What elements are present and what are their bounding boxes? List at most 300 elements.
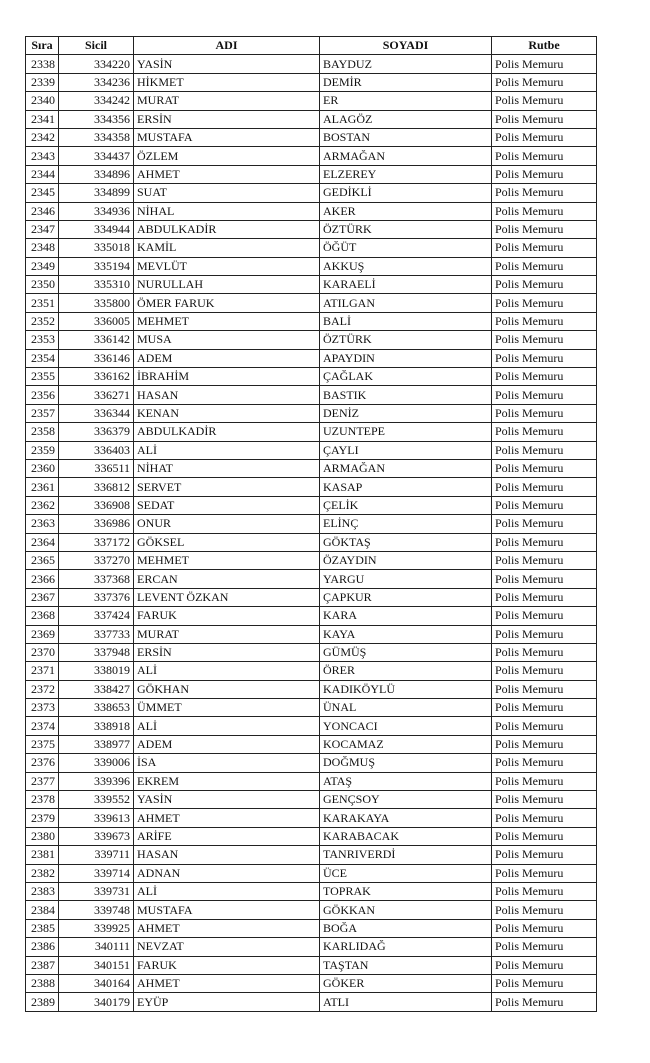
adi-cell: FARUK bbox=[134, 607, 320, 625]
soyadi-cell: ARMAĞAN bbox=[320, 147, 492, 165]
soyadi-cell: TAŞTAN bbox=[320, 956, 492, 974]
adi-cell: KENAN bbox=[134, 404, 320, 422]
soyadi-cell: KARLIDAĞ bbox=[320, 938, 492, 956]
adi-cell: EYÜP bbox=[134, 993, 320, 1011]
table-row bbox=[26, 184, 597, 202]
soyadi-cell: AKER bbox=[320, 202, 492, 220]
sira-cell: 2366 bbox=[26, 570, 59, 588]
soyadi-cell: ER bbox=[320, 92, 492, 110]
sicil-cell: 336986 bbox=[59, 515, 134, 533]
table-row bbox=[26, 791, 597, 809]
rutbe-cell: Polis Memuru bbox=[492, 772, 597, 790]
adi-cell: MUSA bbox=[134, 331, 320, 349]
sicil-cell: 339006 bbox=[59, 754, 134, 772]
adi-cell: İSA bbox=[134, 754, 320, 772]
adi-cell: FARUK bbox=[134, 956, 320, 974]
soyadi-cell: YONCACI bbox=[320, 717, 492, 735]
soyadi-cell: BAYDUZ bbox=[320, 55, 492, 73]
rutbe-cell: Polis Memuru bbox=[492, 423, 597, 441]
sira-cell: 2347 bbox=[26, 220, 59, 238]
rutbe-cell: Polis Memuru bbox=[492, 827, 597, 845]
adi-cell: GÖKHAN bbox=[134, 680, 320, 698]
sicil-cell: 337376 bbox=[59, 588, 134, 606]
sicil-cell: 339748 bbox=[59, 901, 134, 919]
sicil-cell: 339711 bbox=[59, 846, 134, 864]
sicil-cell: 335310 bbox=[59, 276, 134, 294]
soyadi-cell: TOPRAK bbox=[320, 882, 492, 900]
table-body bbox=[26, 55, 597, 1011]
sira-cell: 2362 bbox=[26, 496, 59, 514]
adi-cell: MEHMET bbox=[134, 312, 320, 330]
sicil-cell: 340164 bbox=[59, 974, 134, 992]
table-row bbox=[26, 257, 597, 275]
sicil-cell: 337368 bbox=[59, 570, 134, 588]
adi-cell: YASİN bbox=[134, 55, 320, 73]
rutbe-cell: Polis Memuru bbox=[492, 386, 597, 404]
sira-cell: 2376 bbox=[26, 754, 59, 772]
rutbe-cell: Polis Memuru bbox=[492, 846, 597, 864]
adi-cell: ERSİN bbox=[134, 110, 320, 128]
sicil-cell: 338653 bbox=[59, 699, 134, 717]
table-row bbox=[26, 827, 597, 845]
sicil-cell: 335800 bbox=[59, 294, 134, 312]
sicil-cell: 339396 bbox=[59, 772, 134, 790]
soyadi-cell: DOĞMUŞ bbox=[320, 754, 492, 772]
sicil-cell: 334356 bbox=[59, 110, 134, 128]
sicil-cell: 336908 bbox=[59, 496, 134, 514]
table-row bbox=[26, 717, 597, 735]
rutbe-cell: Polis Memuru bbox=[492, 165, 597, 183]
sicil-cell: 338019 bbox=[59, 662, 134, 680]
rutbe-cell: Polis Memuru bbox=[492, 239, 597, 257]
adi-cell: AHMET bbox=[134, 165, 320, 183]
sicil-cell: 339673 bbox=[59, 827, 134, 845]
table-row bbox=[26, 386, 597, 404]
sira-cell: 2342 bbox=[26, 128, 59, 146]
sira-cell: 2344 bbox=[26, 165, 59, 183]
sicil-cell: 337733 bbox=[59, 625, 134, 643]
table-row bbox=[26, 938, 597, 956]
sicil-cell: 336511 bbox=[59, 459, 134, 477]
soyadi-cell: BALİ bbox=[320, 312, 492, 330]
sira-cell: 2350 bbox=[26, 276, 59, 294]
soyadi-cell: DEMİR bbox=[320, 73, 492, 91]
table-row bbox=[26, 533, 597, 551]
soyadi-cell: ÇELİK bbox=[320, 496, 492, 514]
sicil-cell: 338427 bbox=[59, 680, 134, 698]
sicil-cell: 340151 bbox=[59, 956, 134, 974]
table-row bbox=[26, 919, 597, 937]
adi-cell: KAMİL bbox=[134, 239, 320, 257]
sicil-cell: 336812 bbox=[59, 478, 134, 496]
sicil-cell: 334358 bbox=[59, 128, 134, 146]
table-row bbox=[26, 809, 597, 827]
sicil-cell: 337270 bbox=[59, 551, 134, 569]
table-row bbox=[26, 478, 597, 496]
adi-cell: NİHAT bbox=[134, 459, 320, 477]
soyadi-cell: ÖZAYDIN bbox=[320, 551, 492, 569]
sicil-cell: 334437 bbox=[59, 147, 134, 165]
sira-cell: 2368 bbox=[26, 607, 59, 625]
sicil-cell: 339731 bbox=[59, 882, 134, 900]
sira-cell: 2383 bbox=[26, 882, 59, 900]
adi-cell: ABDULKADİR bbox=[134, 423, 320, 441]
rutbe-cell: Polis Memuru bbox=[492, 882, 597, 900]
adi-cell: MURAT bbox=[134, 92, 320, 110]
table-row bbox=[26, 699, 597, 717]
adi-cell: AHMET bbox=[134, 809, 320, 827]
rutbe-cell: Polis Memuru bbox=[492, 699, 597, 717]
rutbe-cell: Polis Memuru bbox=[492, 368, 597, 386]
adi-cell: NEVZAT bbox=[134, 938, 320, 956]
sira-cell: 2379 bbox=[26, 809, 59, 827]
adi-cell: ERCAN bbox=[134, 570, 320, 588]
sira-cell: 2360 bbox=[26, 459, 59, 477]
sira-cell: 2384 bbox=[26, 901, 59, 919]
sira-cell: 2381 bbox=[26, 846, 59, 864]
sicil-cell: 336162 bbox=[59, 368, 134, 386]
adi-cell: HİKMET bbox=[134, 73, 320, 91]
sicil-cell: 336146 bbox=[59, 349, 134, 367]
sicil-cell: 339613 bbox=[59, 809, 134, 827]
sicil-cell: 336379 bbox=[59, 423, 134, 441]
sicil-cell: 334899 bbox=[59, 184, 134, 202]
table-row bbox=[26, 864, 597, 882]
sira-cell: 2367 bbox=[26, 588, 59, 606]
header-soyadi: SOYADI bbox=[320, 37, 492, 55]
sicil-cell: 340111 bbox=[59, 938, 134, 956]
adi-cell: SERVET bbox=[134, 478, 320, 496]
rutbe-cell: Polis Memuru bbox=[492, 735, 597, 753]
table-row bbox=[26, 607, 597, 625]
table-row bbox=[26, 220, 597, 238]
sira-cell: 2377 bbox=[26, 772, 59, 790]
adi-cell: ÖMER FARUK bbox=[134, 294, 320, 312]
table-row bbox=[26, 147, 597, 165]
table-row bbox=[26, 368, 597, 386]
table-row bbox=[26, 570, 597, 588]
table-row bbox=[26, 551, 597, 569]
soyadi-cell: ÇAPKUR bbox=[320, 588, 492, 606]
rutbe-cell: Polis Memuru bbox=[492, 993, 597, 1011]
table-row bbox=[26, 92, 597, 110]
sicil-cell: 339552 bbox=[59, 791, 134, 809]
sicil-cell: 340179 bbox=[59, 993, 134, 1011]
adi-cell: MUSTAFA bbox=[134, 128, 320, 146]
adi-cell: ALİ bbox=[134, 662, 320, 680]
sira-cell: 2356 bbox=[26, 386, 59, 404]
rutbe-cell: Polis Memuru bbox=[492, 312, 597, 330]
adi-cell: ALİ bbox=[134, 882, 320, 900]
adi-cell: ADEM bbox=[134, 735, 320, 753]
soyadi-cell: BOĞA bbox=[320, 919, 492, 937]
table-row bbox=[26, 515, 597, 533]
table-row bbox=[26, 423, 597, 441]
sira-cell: 2361 bbox=[26, 478, 59, 496]
soyadi-cell: ELİNÇ bbox=[320, 515, 492, 533]
rutbe-cell: Polis Memuru bbox=[492, 625, 597, 643]
sira-cell: 2374 bbox=[26, 717, 59, 735]
rutbe-cell: Polis Memuru bbox=[492, 901, 597, 919]
table-row bbox=[26, 643, 597, 661]
table-row bbox=[26, 754, 597, 772]
table-row bbox=[26, 128, 597, 146]
rutbe-cell: Polis Memuru bbox=[492, 717, 597, 735]
sicil-cell: 335194 bbox=[59, 257, 134, 275]
soyadi-cell: APAYDIN bbox=[320, 349, 492, 367]
rutbe-cell: Polis Memuru bbox=[492, 257, 597, 275]
sicil-cell: 336344 bbox=[59, 404, 134, 422]
rutbe-cell: Polis Memuru bbox=[492, 55, 597, 73]
table-row bbox=[26, 239, 597, 257]
soyadi-cell: ÇAĞLAK bbox=[320, 368, 492, 386]
soyadi-cell: YARGU bbox=[320, 570, 492, 588]
soyadi-cell: GÖKTAŞ bbox=[320, 533, 492, 551]
sira-cell: 2348 bbox=[26, 239, 59, 257]
table-row bbox=[26, 441, 597, 459]
sicil-cell: 336142 bbox=[59, 331, 134, 349]
sira-cell: 2380 bbox=[26, 827, 59, 845]
table-row bbox=[26, 956, 597, 974]
rutbe-cell: Polis Memuru bbox=[492, 754, 597, 772]
table-row bbox=[26, 276, 597, 294]
adi-cell: ABDULKADİR bbox=[134, 220, 320, 238]
adi-cell: GÖKSEL bbox=[134, 533, 320, 551]
table-row bbox=[26, 772, 597, 790]
table-row bbox=[26, 496, 597, 514]
sira-cell: 2365 bbox=[26, 551, 59, 569]
soyadi-cell: UZUNTEPE bbox=[320, 423, 492, 441]
adi-cell: ALİ bbox=[134, 441, 320, 459]
table-row bbox=[26, 625, 597, 643]
adi-cell: NURULLAH bbox=[134, 276, 320, 294]
sira-cell: 2378 bbox=[26, 791, 59, 809]
sira-cell: 2372 bbox=[26, 680, 59, 698]
rutbe-cell: Polis Memuru bbox=[492, 515, 597, 533]
sira-cell: 2338 bbox=[26, 55, 59, 73]
rutbe-cell: Polis Memuru bbox=[492, 92, 597, 110]
sicil-cell: 339925 bbox=[59, 919, 134, 937]
adi-cell: NİHAL bbox=[134, 202, 320, 220]
sicil-cell: 334896 bbox=[59, 165, 134, 183]
document-page bbox=[25, 36, 596, 1012]
rutbe-cell: Polis Memuru bbox=[492, 956, 597, 974]
adi-cell: EKREM bbox=[134, 772, 320, 790]
sira-cell: 2364 bbox=[26, 533, 59, 551]
sira-cell: 2354 bbox=[26, 349, 59, 367]
rutbe-cell: Polis Memuru bbox=[492, 588, 597, 606]
soyadi-cell: ATLI bbox=[320, 993, 492, 1011]
table-row bbox=[26, 459, 597, 477]
table-row bbox=[26, 662, 597, 680]
rutbe-cell: Polis Memuru bbox=[492, 864, 597, 882]
table-row bbox=[26, 846, 597, 864]
soyadi-cell: KASAP bbox=[320, 478, 492, 496]
sicil-cell: 336005 bbox=[59, 312, 134, 330]
soyadi-cell: GÖKER bbox=[320, 974, 492, 992]
adi-cell: MEHMET bbox=[134, 551, 320, 569]
rutbe-cell: Polis Memuru bbox=[492, 128, 597, 146]
table-row bbox=[26, 110, 597, 128]
rutbe-cell: Polis Memuru bbox=[492, 110, 597, 128]
sira-cell: 2357 bbox=[26, 404, 59, 422]
soyadi-cell: BASTIK bbox=[320, 386, 492, 404]
adi-cell: ADEM bbox=[134, 349, 320, 367]
sira-cell: 2343 bbox=[26, 147, 59, 165]
sira-cell: 2358 bbox=[26, 423, 59, 441]
rutbe-cell: Polis Memuru bbox=[492, 73, 597, 91]
sira-cell: 2355 bbox=[26, 368, 59, 386]
sira-cell: 2375 bbox=[26, 735, 59, 753]
sira-cell: 2349 bbox=[26, 257, 59, 275]
adi-cell: AHMET bbox=[134, 919, 320, 937]
adi-cell: YASİN bbox=[134, 791, 320, 809]
soyadi-cell: ARMAĞAN bbox=[320, 459, 492, 477]
soyadi-cell: DENİZ bbox=[320, 404, 492, 422]
sira-cell: 2359 bbox=[26, 441, 59, 459]
sicil-cell: 339714 bbox=[59, 864, 134, 882]
rutbe-cell: Polis Memuru bbox=[492, 551, 597, 569]
sicil-cell: 335018 bbox=[59, 239, 134, 257]
rutbe-cell: Polis Memuru bbox=[492, 533, 597, 551]
rutbe-cell: Polis Memuru bbox=[492, 607, 597, 625]
adi-cell: HASAN bbox=[134, 386, 320, 404]
sira-cell: 2370 bbox=[26, 643, 59, 661]
sira-cell: 2373 bbox=[26, 699, 59, 717]
adi-cell: AHMET bbox=[134, 974, 320, 992]
sicil-cell: 334236 bbox=[59, 73, 134, 91]
sira-cell: 2382 bbox=[26, 864, 59, 882]
rutbe-cell: Polis Memuru bbox=[492, 459, 597, 477]
table-row bbox=[26, 331, 597, 349]
soyadi-cell: ATILGAN bbox=[320, 294, 492, 312]
rutbe-cell: Polis Memuru bbox=[492, 220, 597, 238]
table-row bbox=[26, 974, 597, 992]
rutbe-cell: Polis Memuru bbox=[492, 276, 597, 294]
adi-cell: ALİ bbox=[134, 717, 320, 735]
rutbe-cell: Polis Memuru bbox=[492, 791, 597, 809]
rutbe-cell: Polis Memuru bbox=[492, 680, 597, 698]
sira-cell: 2352 bbox=[26, 312, 59, 330]
soyadi-cell: ÖĞÜT bbox=[320, 239, 492, 257]
soyadi-cell: KARABACAK bbox=[320, 827, 492, 845]
sira-cell: 2387 bbox=[26, 956, 59, 974]
soyadi-cell: ÖRER bbox=[320, 662, 492, 680]
rutbe-cell: Polis Memuru bbox=[492, 441, 597, 459]
adi-cell: ADNAN bbox=[134, 864, 320, 882]
rutbe-cell: Polis Memuru bbox=[492, 331, 597, 349]
sira-cell: 2345 bbox=[26, 184, 59, 202]
soyadi-cell: AKKUŞ bbox=[320, 257, 492, 275]
adi-cell: ÖZLEM bbox=[134, 147, 320, 165]
adi-cell: SUAT bbox=[134, 184, 320, 202]
header-adi: ADI bbox=[134, 37, 320, 55]
sicil-cell: 334936 bbox=[59, 202, 134, 220]
sira-cell: 2363 bbox=[26, 515, 59, 533]
adi-cell: MUSTAFA bbox=[134, 901, 320, 919]
rutbe-cell: Polis Memuru bbox=[492, 147, 597, 165]
rutbe-cell: Polis Memuru bbox=[492, 184, 597, 202]
personnel-table bbox=[25, 36, 597, 1012]
sicil-cell: 337948 bbox=[59, 643, 134, 661]
table-row bbox=[26, 165, 597, 183]
soyadi-cell: KAYA bbox=[320, 625, 492, 643]
sira-cell: 2341 bbox=[26, 110, 59, 128]
table-row bbox=[26, 882, 597, 900]
sicil-cell: 336271 bbox=[59, 386, 134, 404]
soyadi-cell: ÇAYLI bbox=[320, 441, 492, 459]
sira-cell: 2389 bbox=[26, 993, 59, 1011]
table-row bbox=[26, 55, 597, 73]
table-row bbox=[26, 312, 597, 330]
sicil-cell: 334220 bbox=[59, 55, 134, 73]
soyadi-cell: GEDİKLİ bbox=[320, 184, 492, 202]
soyadi-cell: KARA bbox=[320, 607, 492, 625]
sicil-cell: 338918 bbox=[59, 717, 134, 735]
rutbe-cell: Polis Memuru bbox=[492, 662, 597, 680]
sira-cell: 2339 bbox=[26, 73, 59, 91]
table-row bbox=[26, 735, 597, 753]
soyadi-cell: ÖZTÜRK bbox=[320, 331, 492, 349]
adi-cell: MEVLÜT bbox=[134, 257, 320, 275]
sira-cell: 2388 bbox=[26, 974, 59, 992]
table-row bbox=[26, 294, 597, 312]
rutbe-cell: Polis Memuru bbox=[492, 974, 597, 992]
adi-cell: SEDAT bbox=[134, 496, 320, 514]
soyadi-cell: KARAELİ bbox=[320, 276, 492, 294]
rutbe-cell: Polis Memuru bbox=[492, 570, 597, 588]
adi-cell: HASAN bbox=[134, 846, 320, 864]
adi-cell: İBRAHİM bbox=[134, 368, 320, 386]
soyadi-cell: KOCAMAZ bbox=[320, 735, 492, 753]
rutbe-cell: Polis Memuru bbox=[492, 919, 597, 937]
adi-cell: MURAT bbox=[134, 625, 320, 643]
rutbe-cell: Polis Memuru bbox=[492, 404, 597, 422]
table-row bbox=[26, 993, 597, 1011]
sira-cell: 2353 bbox=[26, 331, 59, 349]
sira-cell: 2369 bbox=[26, 625, 59, 643]
sicil-cell: 336403 bbox=[59, 441, 134, 459]
table-row bbox=[26, 202, 597, 220]
soyadi-cell: GÖKKAN bbox=[320, 901, 492, 919]
sicil-cell: 337424 bbox=[59, 607, 134, 625]
sira-cell: 2346 bbox=[26, 202, 59, 220]
header-sira: Sıra bbox=[26, 37, 59, 55]
adi-cell: ONUR bbox=[134, 515, 320, 533]
sira-cell: 2386 bbox=[26, 938, 59, 956]
rutbe-cell: Polis Memuru bbox=[492, 478, 597, 496]
soyadi-cell: GÜMÜŞ bbox=[320, 643, 492, 661]
rutbe-cell: Polis Memuru bbox=[492, 202, 597, 220]
sira-cell: 2371 bbox=[26, 662, 59, 680]
soyadi-cell: ELZEREY bbox=[320, 165, 492, 183]
adi-cell: ÜMMET bbox=[134, 699, 320, 717]
soyadi-cell: TANRIVERDİ bbox=[320, 846, 492, 864]
sira-cell: 2340 bbox=[26, 92, 59, 110]
soyadi-cell: BOSTAN bbox=[320, 128, 492, 146]
adi-cell: ERSİN bbox=[134, 643, 320, 661]
sicil-cell: 334242 bbox=[59, 92, 134, 110]
soyadi-cell: ÖZTÜRK bbox=[320, 220, 492, 238]
adi-cell: LEVENT ÖZKAN bbox=[134, 588, 320, 606]
table-row bbox=[26, 404, 597, 422]
soyadi-cell: ÜCE bbox=[320, 864, 492, 882]
soyadi-cell: KARAKAYA bbox=[320, 809, 492, 827]
table-row bbox=[26, 349, 597, 367]
sira-cell: 2385 bbox=[26, 919, 59, 937]
sicil-cell: 334944 bbox=[59, 220, 134, 238]
rutbe-cell: Polis Memuru bbox=[492, 938, 597, 956]
